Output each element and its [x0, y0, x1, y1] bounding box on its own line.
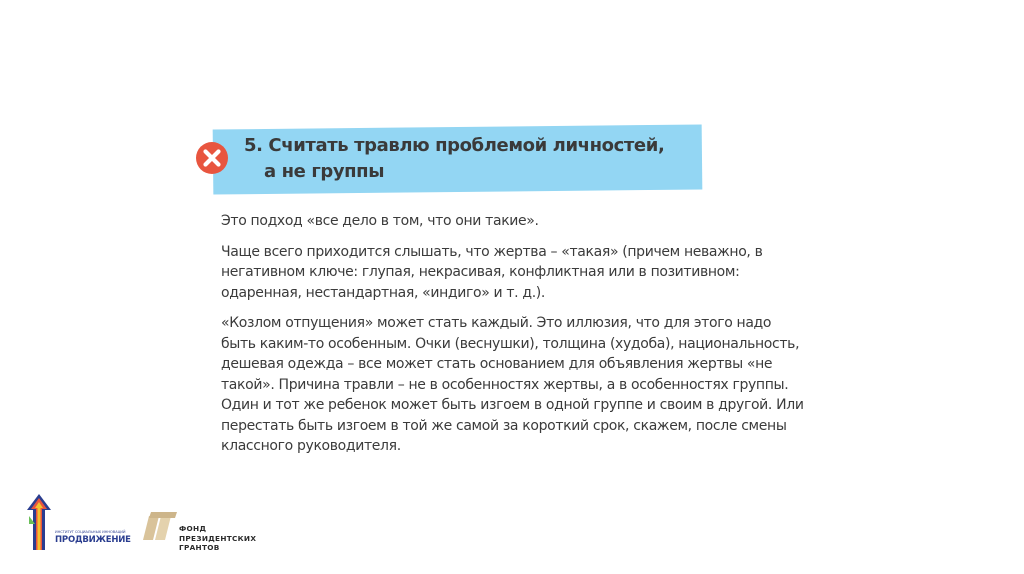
logo2-line-3: ГРАНТОВ [179, 543, 220, 552]
logo1-subtitle: ИНСТИТУТ СОЦИАЛЬНЫХ ИННОВАЦИЙ [55, 530, 126, 534]
paragraph-1: Это подход «все дело в том, что они такие». [221, 213, 539, 229]
paragraph-2: Чаще всего приходится слышать, что жертва – «такая» (причем неважно, в негативном ключе: глупая, некрасивая, конфликтная или в позитивном: одаренная, нестандартная, «индиго» и т. д.). [221, 243, 763, 301]
heading-line-2: а не группы [264, 161, 385, 182]
logo2-line-2: ПРЕЗИДЕНТСКИХ [179, 533, 257, 543]
section-heading [244, 133, 684, 185]
close-icon [195, 141, 229, 175]
grants-fund-icon [143, 512, 177, 544]
prodvizhenie-logo [25, 494, 135, 550]
logo2-text [179, 524, 256, 553]
body-text [221, 211, 806, 467]
heading-line-1: 5. Считать травлю проблемой личностей, [244, 135, 665, 156]
presidential-grants-logo [143, 512, 273, 558]
logo1-title: ПРОДВИЖЕНИЕ [55, 535, 131, 545]
paragraph-3: «Козлом отпущения» может стать каждый. Это иллюзия, что для этого надо быть каким-то особенным. Очки (веснушки), толщина (худоба), национальность, дешевая одежда – все может стать основанием для объявления жертвы «не такой». Причина травли – не в особенностях жертвы, а в особенностях группы. Один и тот же ребенок может быть изгоем в одной группе и своим в другой. Или перестать быть изгоем в той же самой за короткий срок, скажем, после смены классного руководителя. [221, 315, 804, 454]
logo2-line-1: ФОНД [179, 524, 207, 533]
arrow-logo-icon [25, 494, 53, 550]
